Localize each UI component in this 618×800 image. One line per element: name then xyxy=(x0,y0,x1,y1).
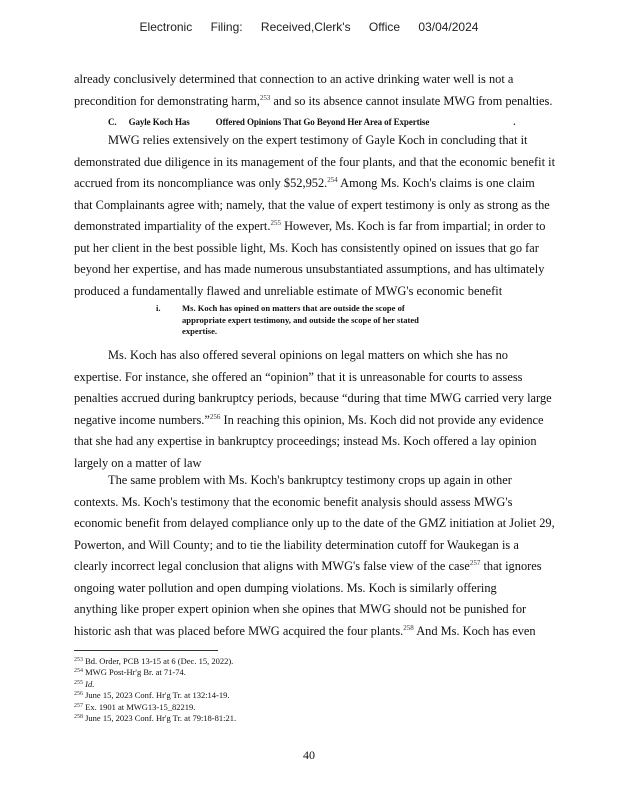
footnote-ref-256[interactable]: 256 xyxy=(209,412,221,421)
para2-line-5: that she had any expertise in bankruptcy proceedings; instead Ms. Koch offered a lay opinion xyxy=(74,434,537,448)
text-fragment: demonstrated impartiality of the expert. xyxy=(74,219,271,233)
para1-line-8: produced a fundamentally flawed and unreliable estimate of MWG's economic benefit xyxy=(74,283,503,298)
footnote-253 xyxy=(74,656,236,667)
paragraph-other-contexts xyxy=(74,470,574,642)
text-fragment: historic ash that was placed before MWG acquired the four plants. xyxy=(74,623,404,638)
intro-paragraph xyxy=(74,69,574,112)
para3-line-5 xyxy=(74,556,574,578)
footnote-text: June 15, 2023 Conf. Hr'g Tr. at 132:14-19. xyxy=(85,690,230,701)
text-fragment: clearly incorrect legal conclusion that aligns with MWG's false view of the case xyxy=(74,559,470,573)
para2-line-1: Ms. Koch has also offered several opinions on legal matters on which she has no xyxy=(108,348,508,362)
para3-line-3: economic benefit from delayed compliance only up to the date of the GMZ initiation at Joliet 29, xyxy=(74,516,555,530)
footnote-number: 253 xyxy=(74,657,83,663)
para3-line-8 xyxy=(74,621,574,643)
para2-line-6: largely on a matter of law xyxy=(74,455,202,470)
para1-line-1: MWG relies extensively on the expert testimony of Gayle Koch in concluding that it xyxy=(108,133,528,147)
para3-line-6: ongoing water pollution and open dumping violations. Ms. Koch is similarly offering xyxy=(74,580,497,595)
para3-line-1: The same problem with Ms. Koch's bankruptcy testimony crops up again in other xyxy=(108,473,512,487)
text-fragment: However, Ms. Koch is far from impartial; in order to xyxy=(280,219,546,233)
para2-line-3: penalties accrued during bankruptcy periods, because “during that time MWG carried very large xyxy=(74,391,552,405)
footnote-257 xyxy=(74,702,236,713)
footnote-number: 255 xyxy=(74,679,83,686)
text-fragment: accrued from its noncompliance was only $52,952. xyxy=(74,176,328,190)
para1-line-2: demonstrated due diligence in its management of the four plants, and that the economic benefit it xyxy=(74,154,556,169)
para1-line-4: that Complainants agree with; namely, that the value of expert testimony is only as strong as the xyxy=(74,197,550,212)
text-fragment: And Ms. Koch has even xyxy=(413,623,536,638)
header-received: Received,Clerk's xyxy=(260,20,351,34)
footnote-text: Ex. 1901 at MWG13-15_82219. xyxy=(85,701,196,712)
header-electronic: Electronic xyxy=(139,20,193,34)
section-c-trailing: . xyxy=(513,117,516,127)
footnote-ref-254[interactable]: 254 xyxy=(327,176,338,184)
footnote-256 xyxy=(74,690,236,701)
filing-header xyxy=(0,20,618,34)
footnote-text: MWG Post-Hr'g Br. at 71-74. xyxy=(85,667,186,678)
header-office: Office xyxy=(368,20,401,34)
footnote-number: 256 xyxy=(74,691,83,698)
para2-line-4 xyxy=(74,410,574,432)
text-fragment: negative income numbers.” xyxy=(74,412,210,427)
footnote-258 xyxy=(74,713,236,724)
section-c-title: Gayle Koch Has xyxy=(128,117,190,127)
footnote-text: Bd. Order, PCB 13-15 at 6 (Dec. 15, 2022). xyxy=(85,656,234,666)
header-date: 03/04/2024 xyxy=(418,20,479,34)
page-number: 40 xyxy=(303,748,315,762)
section-c-heading xyxy=(108,117,515,127)
para1-line-5 xyxy=(74,216,574,238)
para3-line-7: anything like proper expert opinion when she opines that MWG should not be punished for xyxy=(74,602,527,616)
para2-line-2: expertise. For instance, she offered an “opinion” that it is unreasonable for courts to assess xyxy=(74,369,523,384)
text-fragment: Among Ms. Koch's claims is one claim xyxy=(337,176,535,190)
footnote-ref-253[interactable]: 253 xyxy=(259,93,271,102)
footnote-divider xyxy=(74,650,218,651)
para3-line-2: contexts. Ms. Koch's testimony that the economic benefit analysis should assess MWG's xyxy=(74,494,513,509)
para1-line-3 xyxy=(74,173,574,195)
footnote-ref-255[interactable]: 255 xyxy=(270,219,281,227)
section-i-line-3: expertise. xyxy=(182,326,218,336)
paragraph-koch-diligence xyxy=(74,130,574,302)
footnote-text: June 15, 2023 Conf. Hr'g Tr. at 79:18-81:21. xyxy=(85,713,237,724)
section-i-line-1: Ms. Koch has opined on matters that are outside the scope of xyxy=(182,303,405,313)
footnote-text: Id. xyxy=(85,678,95,689)
footnote-ref-258[interactable]: 258 xyxy=(403,623,414,632)
section-i-heading xyxy=(156,303,422,338)
footnote-number: 254 xyxy=(74,668,83,675)
footnotes xyxy=(74,656,236,724)
paragraph-bankruptcy-opinion xyxy=(74,345,574,474)
text-fragment: that ignores xyxy=(480,559,542,573)
section-i-line-2: appropriate expert testimony, and outside the scope of her stated xyxy=(182,314,419,325)
para1-line-7: beyond her expertise, and has made numerous unsubstantiated assumptions, and has ultimately xyxy=(74,262,545,276)
section-c-label: C. xyxy=(108,117,117,127)
intro-line-2 xyxy=(74,91,574,113)
section-c-subtitle: Offered Opinions That Go Beyond Her Area of Expertise xyxy=(215,117,430,127)
text-fragment: and so its absence cannot insulate MWG from penalties. xyxy=(270,93,553,108)
footnote-number: 258 xyxy=(74,714,83,721)
section-i-number: i. xyxy=(156,303,161,313)
header-filing: Filing: xyxy=(210,20,243,34)
footnote-254 xyxy=(74,667,236,678)
text-fragment: precondition for demonstrating harm, xyxy=(74,93,260,108)
para1-line-6: put her client in the best possible light, Ms. Koch has consistently opined on issues that go far xyxy=(74,240,539,255)
footnote-number: 257 xyxy=(74,702,83,709)
text-fragment: In reaching this opinion, Ms. Koch did not provide any evidence xyxy=(220,412,544,427)
intro-line-1: already conclusively determined that connection to an active drinking water well is not a xyxy=(74,72,514,86)
para3-line-4: Powerton, and Will County; and to tie the liability determination cutoff for Waukegan is a xyxy=(74,537,519,552)
footnote-ref-257[interactable]: 257 xyxy=(469,559,481,567)
footnote-255 xyxy=(74,679,236,690)
